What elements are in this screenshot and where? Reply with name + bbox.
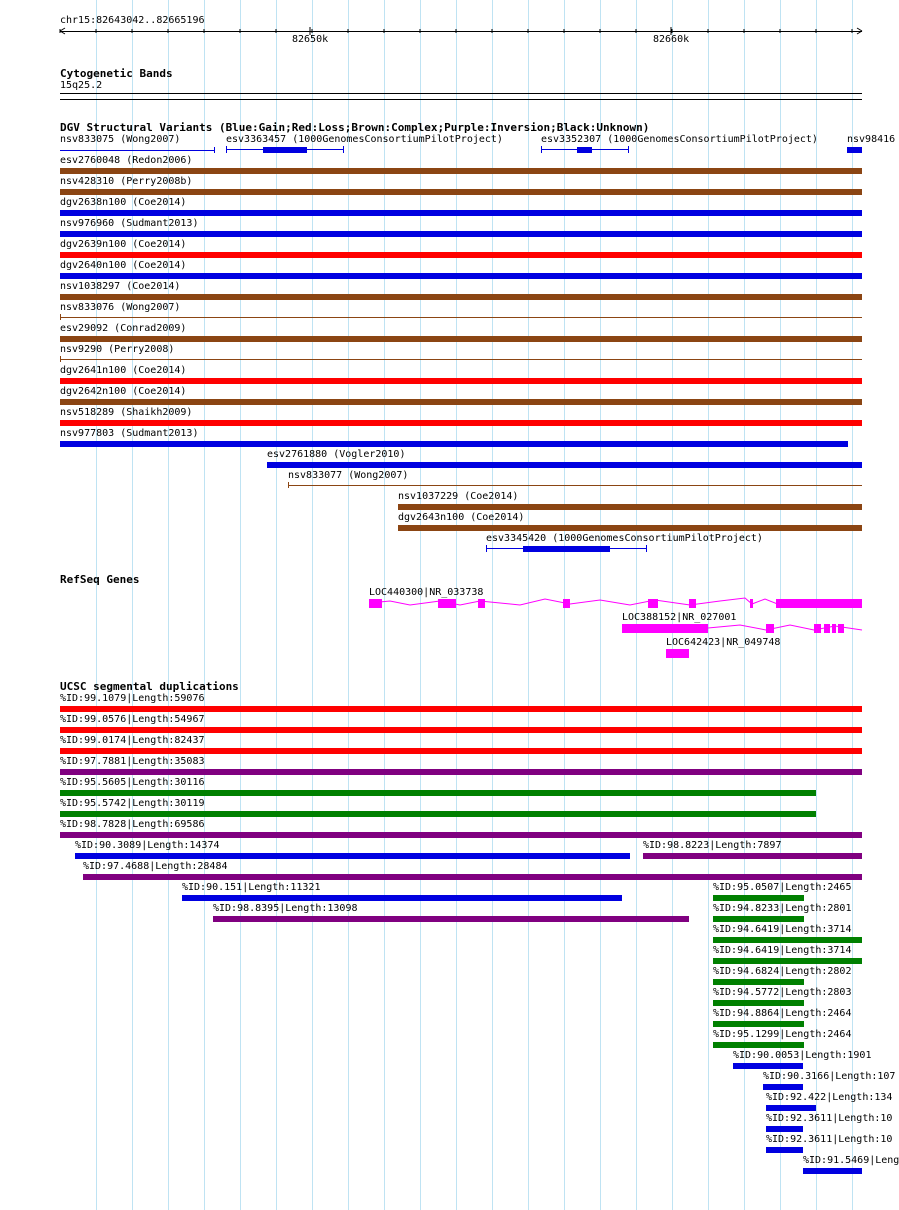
variant-label[interactable]: nsv833076 (Wong2007) <box>60 302 181 313</box>
variant-label[interactable]: dgv2638n100 (Coe2014) <box>60 197 187 208</box>
segdup-label[interactable]: %ID:98.8395|Length:13098 <box>213 903 358 914</box>
segdup-label[interactable]: %ID:92.3611|Length:10 <box>766 1134 893 1145</box>
segdup-bar[interactable] <box>766 1105 816 1111</box>
variant-bar[interactable] <box>288 485 862 486</box>
variant-bar[interactable] <box>60 441 848 447</box>
segdup-label[interactable]: %ID:94.6824|Length:2802 <box>713 966 852 977</box>
segdup-label[interactable]: %ID:94.5772|Length:2803 <box>713 987 852 998</box>
segdup-bar[interactable] <box>182 895 622 901</box>
segdup-bar[interactable] <box>713 937 862 943</box>
variant-label[interactable]: dgv2639n100 (Coe2014) <box>60 239 187 250</box>
segdup-bar[interactable] <box>60 727 862 733</box>
variant-bar[interactable] <box>267 462 862 468</box>
segdup-label[interactable]: %ID:94.8864|Length:2464 <box>713 1008 852 1019</box>
segdup-label[interactable]: %ID:99.0174|Length:82437 <box>60 735 205 746</box>
variant-bar[interactable] <box>577 147 592 153</box>
segdup-bar[interactable] <box>60 769 862 775</box>
variant-span-cap[interactable] <box>288 482 289 488</box>
variant-bar[interactable] <box>60 252 862 258</box>
gene-label[interactable]: LOC440300|NR_033738 <box>369 587 484 598</box>
gene-exon <box>622 624 708 633</box>
variant-bar[interactable] <box>60 210 862 216</box>
ruler-tick <box>60 28 65 31</box>
variant-span-cap[interactable] <box>486 545 487 552</box>
variant-span-cap[interactable] <box>214 147 215 153</box>
segdup-bar[interactable] <box>83 874 862 880</box>
segdup-label[interactable]: %ID:97.7881|Length:35083 <box>60 756 205 767</box>
variant-label[interactable]: esv3352307 (1000GenomesConsortiumPilotProject) <box>541 134 818 145</box>
segdup-label[interactable]: %ID:92.3611|Length:10 <box>766 1113 893 1124</box>
segdup-label[interactable]: %ID:98.7828|Length:69586 <box>60 819 205 830</box>
variant-label[interactable]: esv3363457 (1000GenomesConsortiumPilotProject) <box>226 134 503 145</box>
track-title-dgv: DGV Structural Variants (Blue:Gain;Red:Loss;Brown:Complex;Purple:Inversion;Black:Unknown) <box>60 121 650 134</box>
ruler-ticks <box>0 0 890 60</box>
variant-label[interactable]: dgv2643n100 (Coe2014) <box>398 512 525 523</box>
segdup-bar[interactable] <box>213 916 689 922</box>
variant-label[interactable]: nsv428310 (Perry2008b) <box>60 176 193 187</box>
segdup-bar[interactable] <box>643 853 862 859</box>
cytoband-label: 15q25.2 <box>60 80 103 91</box>
segdup-label[interactable]: %ID:94.6419|Length:3714 <box>713 945 852 956</box>
variant-bar[interactable] <box>60 294 862 300</box>
variant-label[interactable]: nsv833075 (Wong2007) <box>60 134 181 145</box>
track-title-cytoband: Cytogenetic Bands <box>60 67 173 80</box>
variant-bar[interactable] <box>60 168 862 174</box>
segdup-label[interactable]: %ID:95.5742|Length:30119 <box>60 798 205 809</box>
segdup-bar[interactable] <box>60 832 862 838</box>
segdup-bar[interactable] <box>713 1000 804 1006</box>
segdup-bar[interactable] <box>803 1168 862 1174</box>
variant-label[interactable]: nsv1037229 (Coe2014) <box>398 491 519 502</box>
variant-label[interactable]: dgv2641n100 (Coe2014) <box>60 365 187 376</box>
track-title-segdup: UCSC segmental duplications <box>60 680 239 693</box>
variant-bar[interactable] <box>398 525 862 531</box>
variant-bar[interactable] <box>60 420 862 426</box>
ruler-tick <box>857 31 862 34</box>
variant-bar[interactable] <box>60 317 862 318</box>
segdup-bar[interactable] <box>713 1042 804 1048</box>
segdup-bar[interactable] <box>766 1147 803 1153</box>
variant-bar[interactable] <box>60 359 862 360</box>
gene-exon <box>814 624 821 633</box>
segdup-label[interactable]: %ID:95.1299|Length:2464 <box>713 1029 852 1040</box>
segdup-label[interactable]: %ID:94.6419|Length:3714 <box>713 924 852 935</box>
segdup-label[interactable]: %ID:95.0507|Length:2465 <box>713 882 852 893</box>
variant-bar[interactable] <box>60 231 862 237</box>
variant-bar[interactable] <box>60 399 862 405</box>
variant-bar[interactable] <box>60 189 862 195</box>
gene-exon <box>838 624 844 633</box>
segdup-bar[interactable] <box>713 979 804 985</box>
gene-exon <box>766 624 774 633</box>
variant-label[interactable]: dgv2642n100 (Coe2014) <box>60 386 187 397</box>
gene-exon <box>689 599 696 608</box>
variant-span-cap[interactable] <box>628 146 629 153</box>
variant-label[interactable]: nsv518289 (Shaikh2009) <box>60 407 193 418</box>
gene-exon <box>832 624 836 633</box>
variant-span-cap[interactable] <box>226 146 227 153</box>
variant-label[interactable]: esv2761880 (Vogler2010) <box>267 449 406 460</box>
segdup-label[interactable]: %ID:90.3166|Length:107 <box>763 1071 896 1082</box>
variant-label[interactable]: nsv9290 (Perry2008) <box>60 344 175 355</box>
segdup-bar[interactable] <box>713 916 804 922</box>
variant-bar[interactable] <box>60 378 862 384</box>
segdup-bar[interactable] <box>733 1063 803 1069</box>
variant-span-cap[interactable] <box>646 545 647 552</box>
position-label: chr15:82643042..82665196 <box>60 15 205 26</box>
ruler-tick <box>60 31 65 34</box>
variant-bar[interactable] <box>60 150 215 151</box>
variant-label[interactable]: esv3345420 (1000GenomesConsortiumPilotProject) <box>486 533 763 544</box>
variant-bar[interactable] <box>847 147 862 153</box>
variant-label[interactable]: nsv1038297 (Coe2014) <box>60 281 181 292</box>
variant-label[interactable]: nsv977803 (Sudmant2013) <box>60 428 199 439</box>
gene-label[interactable]: LOC642423|NR_049748 <box>666 637 781 648</box>
segdup-label[interactable]: %ID:99.1079|Length:59076 <box>60 693 205 704</box>
variant-bar[interactable] <box>523 546 610 552</box>
gene-exon <box>776 599 862 608</box>
segdup-label[interactable]: %ID:90.151|Length:11321 <box>182 882 321 893</box>
variant-bar[interactable] <box>398 504 862 510</box>
ruler-tick <box>857 28 862 31</box>
variant-label[interactable]: esv2760048 (Redon2006) <box>60 155 193 166</box>
gene-exon <box>478 599 485 608</box>
variant-label[interactable]: nsv833077 (Wong2007) <box>288 470 409 481</box>
segdup-bar[interactable] <box>713 895 804 901</box>
variant-span-cap[interactable] <box>343 146 344 153</box>
variant-bar[interactable] <box>60 273 862 279</box>
gene-exon <box>563 599 570 608</box>
segdup-bar[interactable] <box>60 706 862 712</box>
segdup-bar[interactable] <box>713 958 862 964</box>
ruler-tick-label: 82650k <box>292 34 329 45</box>
segdup-label[interactable]: %ID:90.0053|Length:1901 <box>733 1050 872 1061</box>
variant-bar[interactable] <box>263 147 307 153</box>
segdup-label[interactable]: %ID:98.8223|Length:7897 <box>643 840 782 851</box>
variant-span-cap[interactable] <box>60 314 61 320</box>
segdup-bar[interactable] <box>763 1084 803 1090</box>
segdup-label[interactable]: %ID:94.8233|Length:2801 <box>713 903 852 914</box>
track-title-refseq: RefSeq Genes <box>60 573 140 586</box>
gene-exon <box>666 649 689 658</box>
ruler-tick-label: 82660k <box>653 34 690 45</box>
segdup-bar[interactable] <box>766 1126 803 1132</box>
segdup-bar[interactable] <box>60 748 862 754</box>
variant-bar[interactable] <box>60 336 862 342</box>
variant-label[interactable]: dgv2640n100 (Coe2014) <box>60 260 187 271</box>
gene-exon <box>824 624 830 633</box>
segdup-label[interactable]: %ID:99.0576|Length:54967 <box>60 714 205 725</box>
variant-span-cap[interactable] <box>541 146 542 153</box>
variant-label[interactable]: nsv98416 <box>847 134 896 145</box>
segdup-label[interactable]: %ID:91.5469|Leng <box>803 1155 899 1166</box>
segdup-label[interactable]: %ID:92.422|Length:134 <box>766 1092 893 1103</box>
gene-exon <box>750 599 753 608</box>
gene-exon <box>438 599 456 608</box>
segdup-label[interactable]: %ID:97.4688|Length:28484 <box>83 861 228 872</box>
variant-span-cap[interactable] <box>60 356 61 362</box>
segdup-bar[interactable] <box>60 811 816 817</box>
variant-label[interactable]: nsv976960 (Sudmant2013) <box>60 218 199 229</box>
segdup-bar[interactable] <box>60 790 816 796</box>
segdup-bar[interactable] <box>75 853 630 859</box>
gene-label[interactable]: LOC388152|NR_027001 <box>622 612 737 623</box>
segdup-label[interactable]: %ID:90.3089|Length:14374 <box>75 840 220 851</box>
segdup-label[interactable]: %ID:95.5605|Length:30116 <box>60 777 205 788</box>
segdup-bar[interactable] <box>713 1021 804 1027</box>
gene-exon <box>648 599 658 608</box>
variant-label[interactable]: esv29092 (Conrad2009) <box>60 323 187 334</box>
gene-exon <box>369 599 382 608</box>
